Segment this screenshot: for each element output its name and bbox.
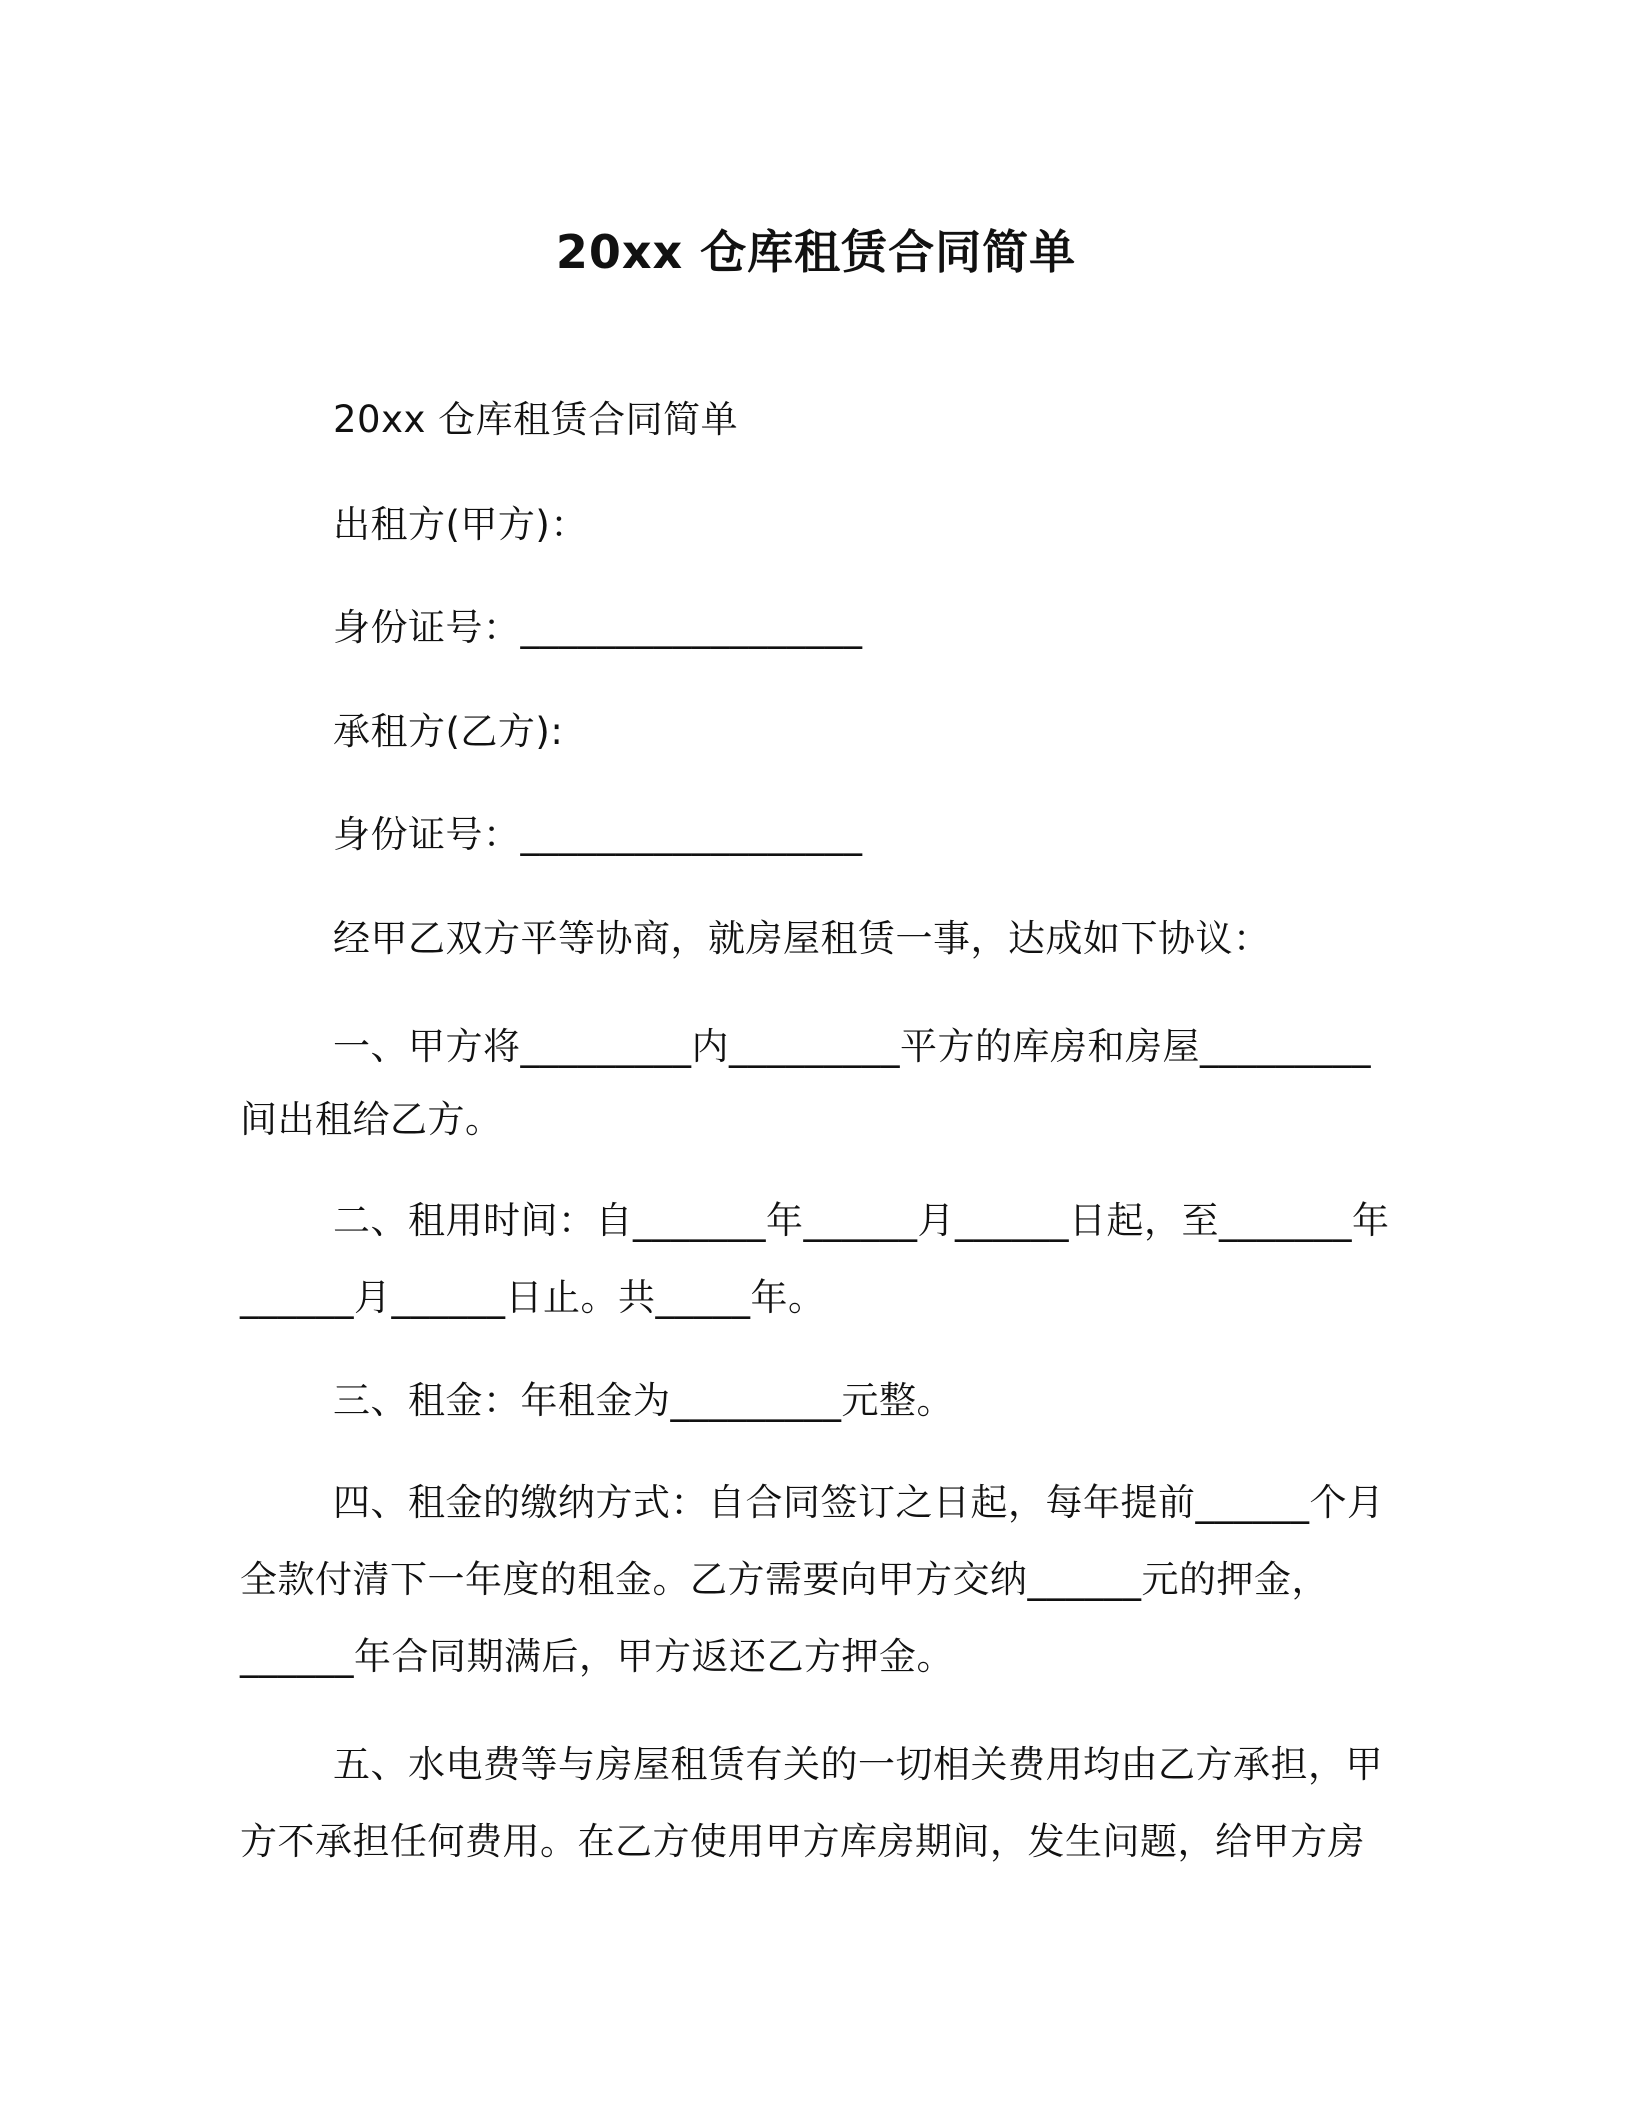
clause-1-line-1: 一、甲方将_________内_________平方的库房和房屋_________ (333, 1025, 1371, 1068)
clause-4-line-3: ______年合同期满后，甲方返还乙方押金。 (240, 1635, 954, 1678)
clause-4-line-1: 四、租金的缴纳方式：自合同签订之日起，每年提前______个月 (333, 1481, 1385, 1524)
lessee-line: 承租方(乙方): (333, 710, 564, 753)
clause-2-line-1: 二、租用时间：自_______年______月______日起，至_______年 (333, 1199, 1390, 1242)
lessee-id-line: 身份证号：__________________ (333, 813, 863, 856)
document-title: 20xx 仓库租赁合同简单 (555, 225, 1077, 279)
clause-1-line-2: 间出租给乙方。 (240, 1098, 503, 1141)
clause-2-line-2: ______月______日止。共_____年。 (240, 1276, 826, 1319)
preamble-line: 经甲乙双方平等协商，就房屋租赁一事，达成如下协议： (333, 917, 1271, 960)
clause-4-line-2: 全款付清下一年度的租金。乙方需要向甲方交纳______元的押金， (240, 1558, 1329, 1601)
heading-repeat: 20xx 仓库租赁合同简单 (333, 398, 739, 441)
lessor-line: 出租方(甲方)： (333, 503, 588, 546)
clause-3-line: 三、租金：年租金为_________元整。 (333, 1379, 954, 1422)
lessor-id-line: 身份证号：__________________ (333, 606, 863, 649)
clause-5-line-2: 方不承担任何费用。在乙方使用甲方库房期间，发生问题，给甲方房 (240, 1820, 1365, 1863)
clause-5-line-1: 五、水电费等与房屋租赁有关的一切相关费用均由乙方承担，甲 (333, 1743, 1383, 1786)
